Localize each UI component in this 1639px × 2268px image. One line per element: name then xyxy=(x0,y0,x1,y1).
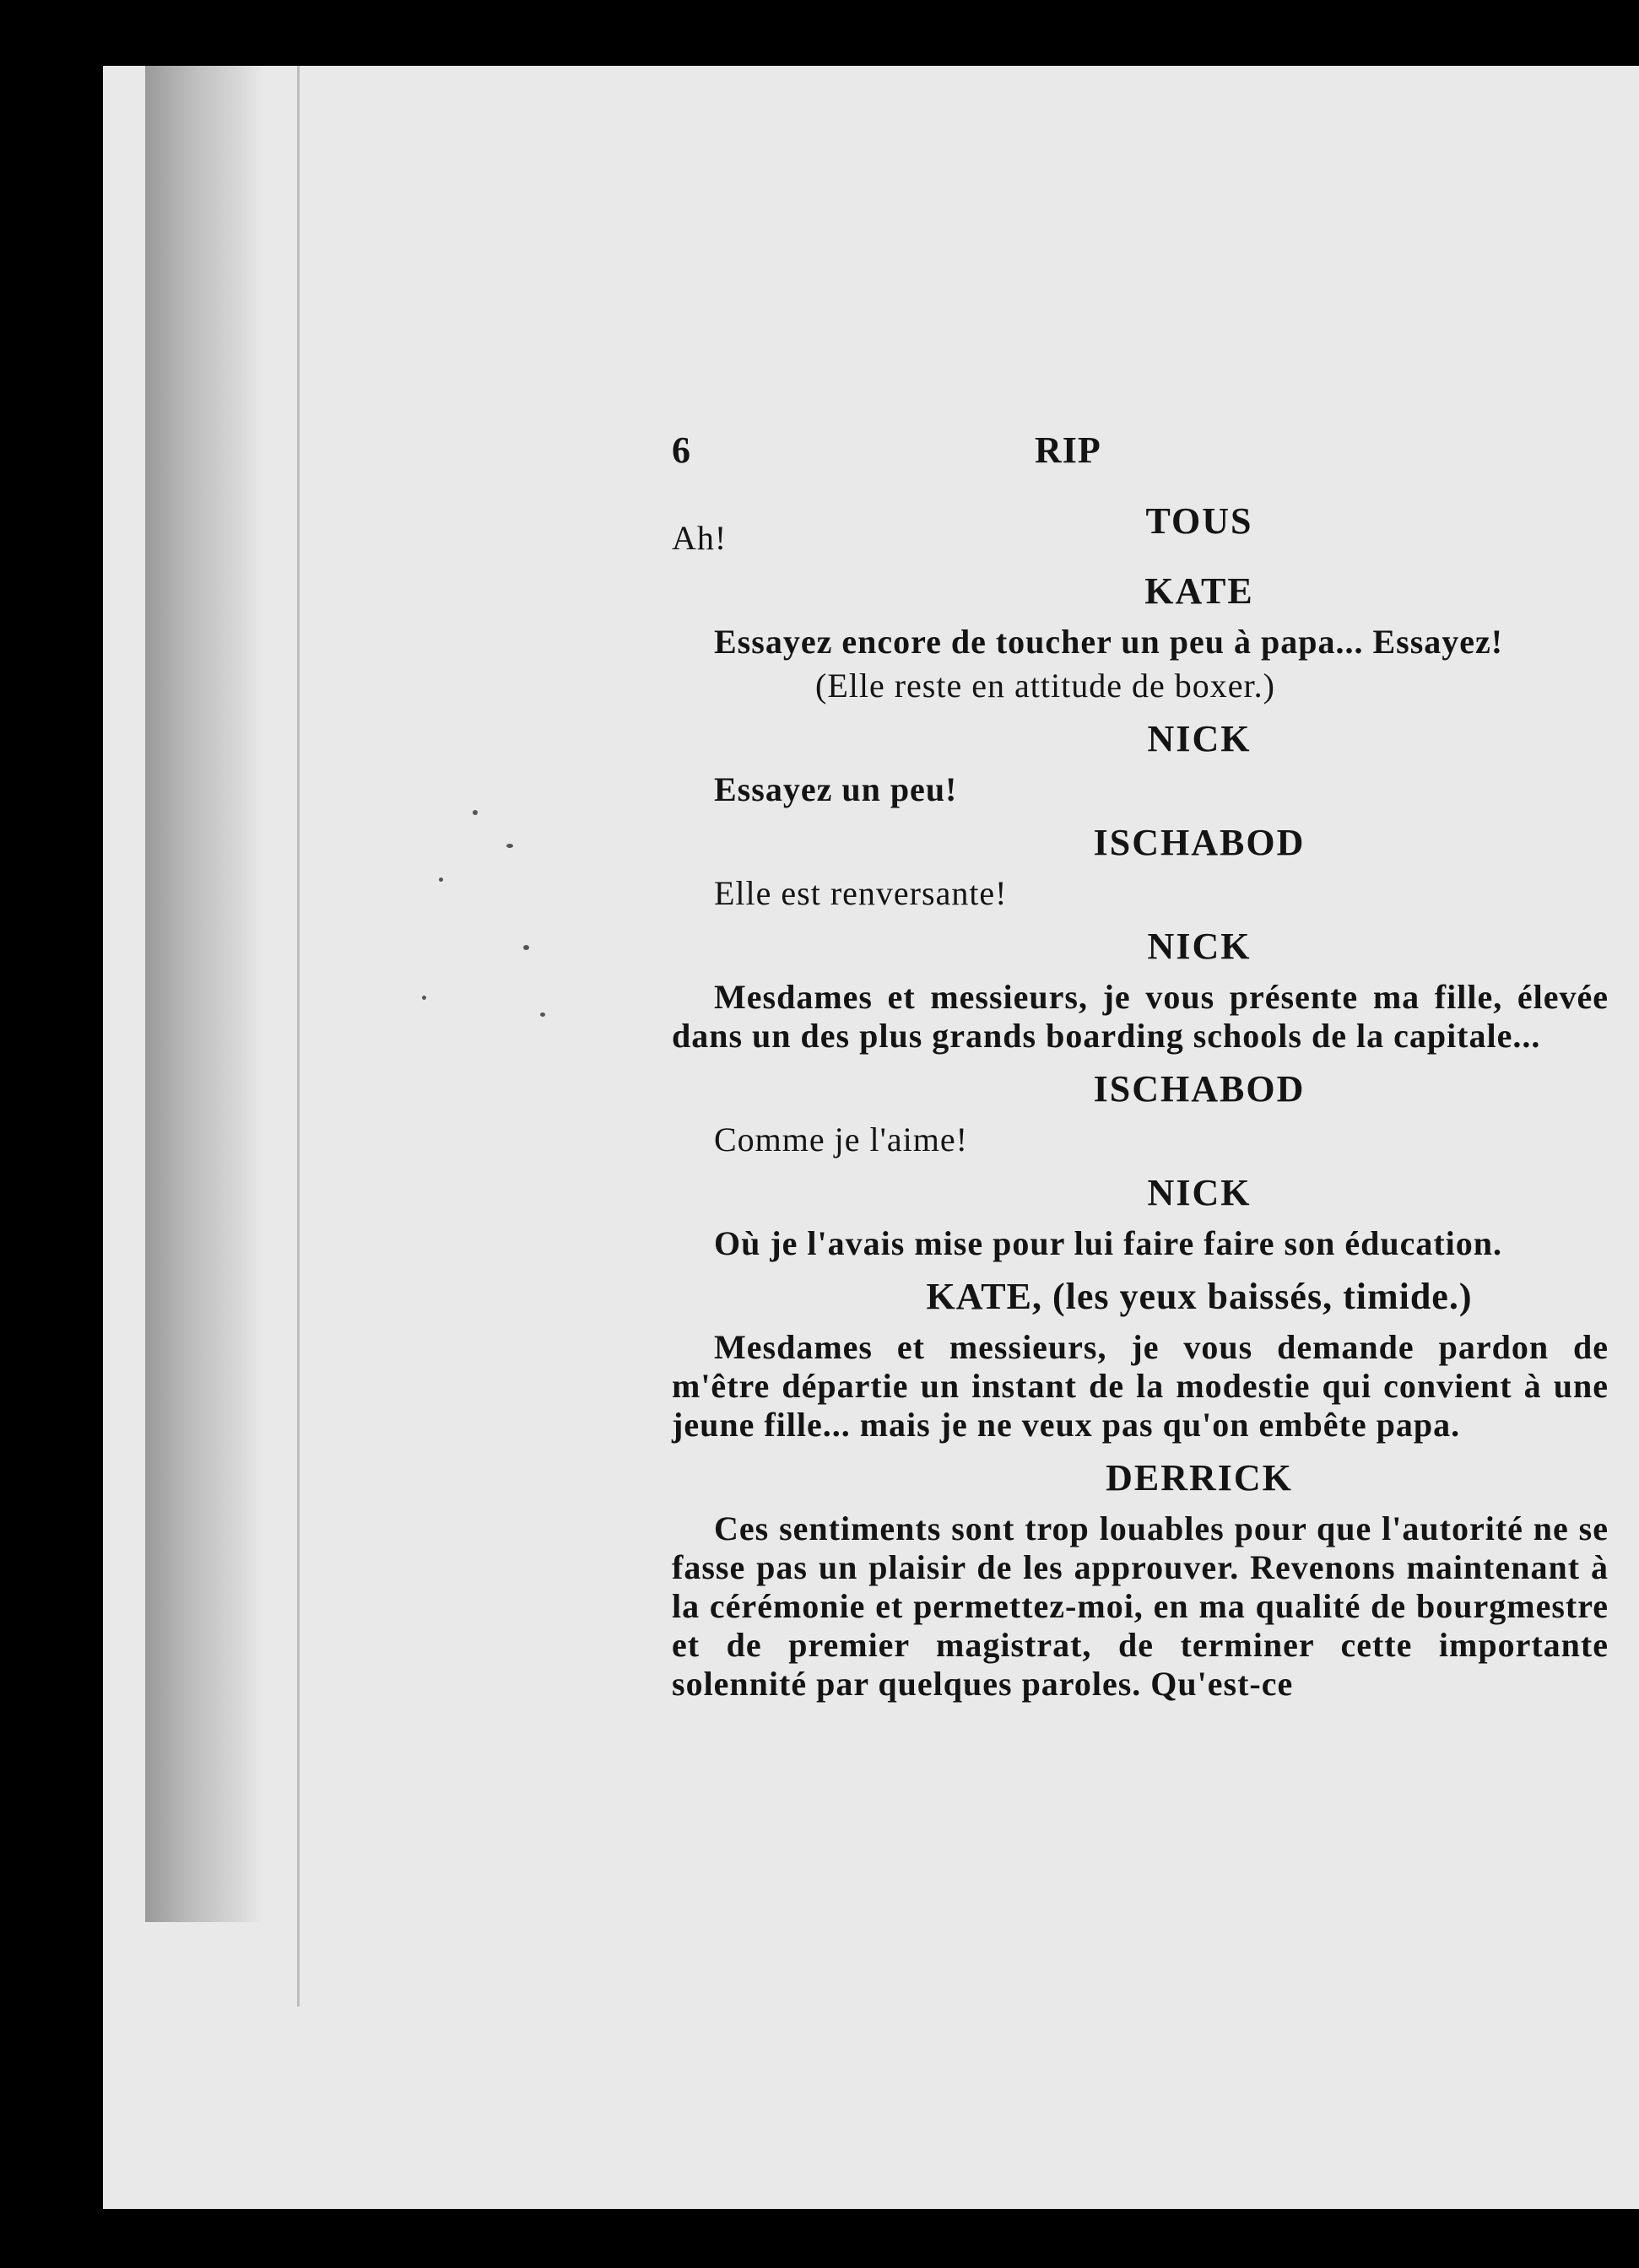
dialogue-line: Où je l'avais mise pour lui faire faire son éducation. xyxy=(714,1224,1503,1262)
dialogue-line: Elle est renversante! xyxy=(714,874,1008,912)
dialogue-line: Mesdames et messieurs, je vous demande pardon de m'être départie un instant de la modestie qui convient à une jeune fille... mais je ne veux pas qu'on embête papa. xyxy=(672,1328,1609,1444)
speaker-name: ISCHABOD xyxy=(1093,822,1306,863)
dialogue-line: Mesdames et messieurs, je vous présente ma fille, élevée dans un des plus grands boarding schools de la capitale... xyxy=(672,978,1609,1055)
speaker-name: DERRICK xyxy=(1106,1457,1293,1498)
scan-speck xyxy=(422,996,426,1000)
speaker-name: NICK xyxy=(1147,1172,1252,1213)
dialogue-line: Essayez encore de toucher un peu à papa... Essayez! xyxy=(714,623,1504,661)
page-header xyxy=(672,429,1609,488)
page-number: 6 xyxy=(672,429,690,471)
scan-speck xyxy=(439,878,443,882)
dialogue-line: Ah! xyxy=(672,519,728,557)
binding-fold xyxy=(297,66,300,2006)
dialogue-line: Comme je l'aime! xyxy=(714,1120,968,1158)
stage-direction: (Elle reste en attitude de boxer.) xyxy=(815,667,1275,705)
speaker-name: TOUS xyxy=(1145,500,1253,542)
dialogue-line: Essayez un peu! xyxy=(714,770,958,808)
speaker-name: NICK xyxy=(1147,926,1252,967)
running-head: RIP xyxy=(1035,429,1101,471)
scan-speck xyxy=(523,945,529,950)
dialogue-line: Ces sentiments sont trop louables pour que l'autorité ne se fasse pas un plaisir de les approuver. Revenons maintenant à la cérémonie et permettez-moi, en ma qualité de bourgmestre et de premier magistrat, de terminer cette importante solennité par quelques paroles. Qu'est-ce xyxy=(672,1509,1609,1703)
speaker-name: KATE xyxy=(1144,570,1254,612)
speaker-name: ISCHABOD xyxy=(1093,1068,1306,1110)
torn-page-edge xyxy=(145,66,263,1922)
scanned-page xyxy=(103,66,1639,2209)
speaker-name: KATE, (les yeux baissés, timide.) xyxy=(926,1276,1473,1317)
page-text xyxy=(672,429,1609,1709)
scan-speck xyxy=(473,810,478,815)
speaker-name: NICK xyxy=(1147,718,1252,759)
scan-speck xyxy=(540,1012,545,1017)
scan-speck xyxy=(506,844,513,848)
